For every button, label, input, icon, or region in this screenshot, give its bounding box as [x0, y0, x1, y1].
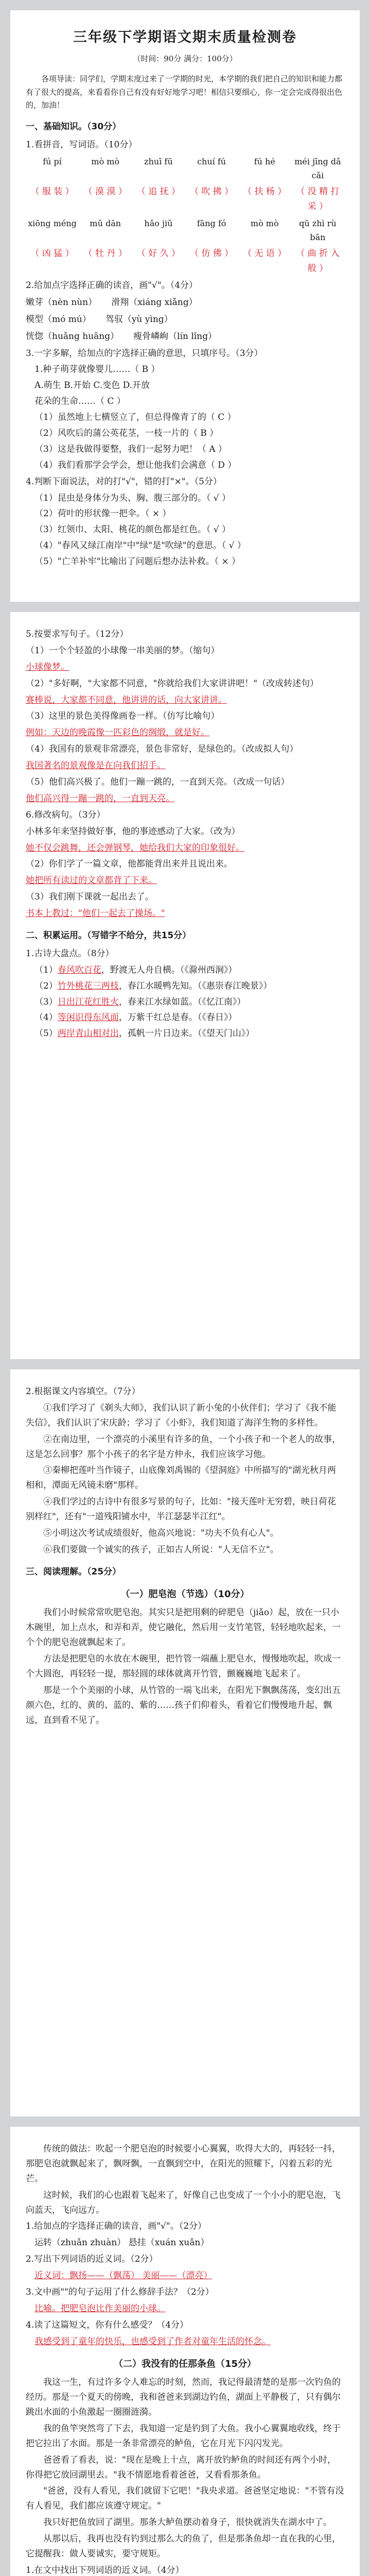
section-heading: 一、基础知识。（30分）	[26, 121, 121, 132]
question-4: 4.判断下面说法，对的打"√"，错的打"×"。（5分）	[26, 476, 222, 487]
answer-text: 赛棒说，大家都不同意，他讲讲的话，向大家讲讲。	[26, 694, 227, 705]
reading-paragraph: 那是一个个美丽的小球，从竹管的一端飞出来，在阳光下飘飘荡荡，变幻出五颜六色，红的、黄的、蓝的、紫的……孩子们仰着头，看着它们慢慢地升起、飘远，直到看不见了。	[26, 1685, 341, 1725]
reading-pair: 瘦骨嶙峋（lín lǐng）	[133, 331, 217, 342]
reading-question: 4.读了这篇短文，你有什么感受？（4分）	[26, 2319, 189, 2330]
reading-paragraph: 传统的做法：吹起一个肥皂泡的时候要小心翼翼，吹得大大的，再轻轻一抖，那肥皂泡就飘起来了，飘呀飘，一直飘到空中，在阳光的照耀下，闪着五彩的光芒。	[26, 2144, 341, 2184]
pinyin-cell: mǔ dān	[90, 218, 121, 228]
answer-text: 我国著名的景观像是在向我们招手。	[26, 760, 166, 771]
question-2: 2.给加点字选择正确的读音，画"√"。（4分）	[26, 280, 198, 291]
question-1: 1.看拼音，写词语。（10分）	[26, 139, 137, 150]
reading-answer: 近义词：飘扬——（飘荡） 美丽——（漂亮）	[34, 2270, 213, 2281]
answer-text: 她不仅会跳舞，还会弹钢琴，她给我们大家的印象很好。	[26, 842, 244, 853]
reading-pair: 恍惚（huǎng huāng）	[26, 331, 119, 342]
question-6: 6.修改病句。（3分）	[26, 809, 105, 820]
sub-question: （2）风吹后的蒲公英花茎，一枝一片的（ B ）	[34, 428, 219, 438]
answer-cell: （ 追 抚 ）	[136, 187, 181, 197]
reading-pair: 嫩芽（nèn nùn）	[26, 297, 97, 308]
answer-text: 例如：天边的晚霞像一匹彩色的绸缎，就是好。	[26, 727, 209, 738]
pinyin-cell: zhuī fū	[144, 156, 173, 166]
option-list: A.萌生 B.开始 C.变色 D.开放	[34, 380, 150, 391]
sub-question: （4）"春风又绿江南岸"中"绿"是"吹绿"的意思。（ √ ）	[34, 540, 246, 551]
reading-answer: 我感受到了童年的快乐，也感受到了作者对童年生活的怀念。	[34, 2336, 271, 2347]
answer-cell: （ 扶 杨 ）	[243, 187, 287, 197]
question-3: 3.一字多解，给加点的字选择正确的意思，只填序号。（3分）	[26, 348, 263, 359]
exam-title: 三年级下学期语文期末质量检测卷	[73, 29, 297, 45]
sub-question: （4）我国有的景观非常漂亮，景色非常好，是绿色的。（改成拟人句）	[26, 744, 298, 755]
hanzi-row-2	[26, 246, 344, 276]
reading-question: 2.写出下列词语的近义词。（2分）	[26, 2254, 158, 2265]
question-5: 5.按要求写句子。（12分）	[26, 629, 129, 639]
reading-paragraph: 我只好把鱼放回了湖里。那条大鲈鱼摆动着身子，很快就消失在湖水中了。	[43, 2517, 332, 2528]
reading-paragraph: 我们小时候常常吹肥皂泡。其实只是把用剩的碎肥皂（jiǎo）起，放在一只小木碗里，加上点水，和弄和弄，使它融化，然后用一支竹笔管，轻轻地吹起来，一个个的肥皂泡就飘起来了。	[26, 1607, 341, 1648]
answer-cell: （ 曲 折 入 般 ）	[296, 248, 340, 274]
answer-cell: （ 凶 猛 ）	[30, 248, 74, 259]
fill-blank: ⑥我们要做一个诚实的孩子，正如古人所说："人无信不立"。	[43, 1544, 279, 1555]
reading-pair-row	[26, 295, 344, 310]
reading-pair-row	[26, 312, 344, 327]
reading-pair: 滑翔（xiáng xiǎng）	[111, 297, 198, 308]
answer-cell: （ 好 久 ）	[136, 248, 181, 259]
pinyin-cell: xiōng méng	[28, 218, 77, 228]
section-heading: 二、积累运用。（写错字不给分，共15分）	[26, 930, 191, 941]
reading-paragraph: 这时候，我们的心也跟着飞起来了，好像自己也变成了一个小小的肥皂泡，飞向蓝天，飞向远方。	[26, 2190, 341, 2215]
exam-subtitle: （时间：90分 满分：100分）	[133, 54, 237, 63]
fill-blank: ②在南边里，一个漂亮的小溪里有许多的鱼，一个小孩子和一个老人的故事，这是怎么回事？那个小孩子的名字是方仲永，我们应该学习他。	[26, 1434, 341, 1460]
pinyin-cell: fāng fó	[197, 218, 226, 228]
sub-question: 花朵的生命……（ C ）	[34, 396, 126, 407]
fill-blank: ①我们学习了《剃头大师》，我们认识了新小兔的小伙伴们；学习了《我不能失信》，我们认识了宋庆龄；学习了《小虾》，我们知道了海洋生物的多样性。	[26, 1402, 337, 1428]
pinyin-cell: méi jīng dǎ cǎi	[294, 156, 341, 180]
poem-line: （5）两岸青山相对出，孤帆一片日边来。（《望天门山》）	[34, 1028, 255, 1039]
sub-question: （3）我们刚下课就一起出去了。	[26, 892, 154, 903]
sub-question: （1）虽然地上七横竖立了，但总得像青了的（ C ）	[34, 412, 236, 423]
section-heading: 三、阅读理解。（25分）	[26, 1566, 121, 1577]
sub-question: （5）他们高兴极了。他们一蹦一跳的，一直到天亮。（改成一句话）	[26, 777, 290, 788]
fill-blank: ⑤小明这次考试成绩很好，他高兴地说："功夫不负有心人"。	[43, 1528, 279, 1539]
answer-cell: （ 仿 佛 ）	[189, 248, 234, 259]
sub-question: （2）荷叶的形状像一把伞。（ × ）	[34, 509, 171, 519]
question-7: 1.古诗大盘点。（8分）	[26, 948, 114, 959]
exam-page-1	[10, 10, 360, 602]
question-8: 2.根据课文内容填空。（7分）	[26, 1386, 140, 1397]
answer-cell: （ 无 语 ）	[243, 248, 287, 259]
sub-question: 1.种子萌芽就像婴儿……（ B ）	[34, 364, 160, 375]
sub-question: （1）一个个轻盈的小球像一串美丽的梦。（缩句）	[26, 645, 220, 656]
pinyin-row-1	[26, 155, 344, 182]
reading-pair: 模型（mó mú）	[26, 314, 91, 325]
reading-pair: 驾驭（yù yìng）	[105, 314, 173, 325]
answer-cell: （ 吹 拂 ）	[189, 187, 234, 197]
hanzi-row-1	[26, 184, 344, 214]
reading-paragraph: 我的鱼竿突然弯了下去，我知道一定是钓到了大鱼。我小心翼翼地收线，终于把它拉出了水面。那是一条非常漂亮的鲈鱼，它在月光下闪闪发光。	[26, 2423, 341, 2449]
reading-question: 1.给加点的字选择正确的读音，画"√"。（2分）	[26, 2221, 207, 2232]
poem-line: （1）春风吹百花，野渡无人舟自横。（《滁州西涧》）	[34, 964, 237, 975]
reading-title: （二）我没有的任那条鱼（15分）	[113, 2358, 257, 2369]
fill-blank: ④我们学过的古诗中有很多写景的句子，比如："接天莲叶无穷碧，映日荷花别样红"，还有"一道残阳铺水中，半江瑟瑟半江红"。	[26, 1497, 336, 1522]
pinyin-cell: chuí fú	[197, 156, 226, 166]
exam-page-2	[10, 612, 360, 1359]
poem-line: （3）日出江花红胜火，春来江水绿如蓝。（《忆江南》）	[34, 996, 246, 1007]
reading-paragraph: "爸爸，没有人看见，我们就留下它吧！"我央求道。爸爸坚定地说："不管有没有人看见，我们都应该遵守规定。"	[26, 2486, 344, 2512]
reading-pair-row	[26, 329, 344, 344]
poem-line: （4）等闲识得东风面，万紫千红总是春。（《春日》）	[34, 1012, 237, 1023]
answer-cell: （ 牡 丹 ）	[83, 248, 127, 259]
answer-text: 她把所有读过的文章都背了下来。	[26, 875, 157, 886]
poem-answer: 竹外桃花三两枝	[57, 980, 119, 991]
poem-answer: 日出江花红胜火	[57, 996, 119, 1007]
exam-page-3	[10, 1369, 360, 2116]
sub-question: （1）昆虫是身体分为头、胸、腹三部分的。（ √ ）	[34, 493, 231, 503]
answer-text: 书本上教过："他们一起去了操场。"	[26, 908, 165, 919]
sub-question: （2）你们学了一篇文章，他都能背出来并且说出来。	[26, 859, 233, 870]
exam-page-4	[10, 2127, 360, 2576]
answer-text: 小球像梦。	[26, 662, 69, 672]
pinyin-cell: mò mò	[250, 218, 279, 228]
sub-question: 小林多年来坚持做好事，他的事迹感动了大家。（改为）	[26, 826, 240, 837]
pinyin-cell: fú hé	[254, 156, 275, 166]
sub-question: （3）这是我做得要整，我们一起努力吧！（ A ）	[34, 444, 227, 454]
answer-cell: （ 漠 漠 ）	[83, 187, 127, 197]
poem-line: （2）竹外桃花三两枝，春江水暖鸭先知。（《惠崇春江晚景》）	[34, 980, 272, 991]
reading-answer: 比喻。把肥皂泡比作美丽的小球。	[34, 2303, 166, 2314]
reading-paragraph: 方法是把肥皂的水放在木碗里，把竹管一端蘸上肥皂水，慢慢地吹起，吹成一个大圆泡，再轻轻一提，那轻圆的球体就离开竹管，颤巍巍地飞起来了。	[26, 1653, 341, 1679]
pinyin-row-2	[26, 216, 344, 244]
sub-question: （2）"多好啊，"大家都不同意，"你就给我们大家讲讲吧！"（改成转述句）	[26, 678, 319, 689]
answer-text: 他们高兴得一蹦一跳的，一直到天亮。	[26, 793, 174, 804]
sub-question: （3）这里的景色美得像画卷一样。（仿写比喻句）	[26, 711, 220, 722]
pinyin-cell: hǎo jiǔ	[144, 218, 173, 228]
pinyin-cell: qū zhì rù bān	[299, 218, 337, 243]
sub-question: （4）我们看那学会学会，想让他我们会满意（ D ）	[34, 460, 237, 470]
reading-paragraph: 从那以后，我再也没有钓到过那么大的鱼了，但是那条鱼却一直在我的心里，它提醒我：做人要诚实，要守规矩。	[26, 2534, 341, 2559]
answer-cell: （ 没 精 打 采 ）	[296, 187, 340, 212]
sub-question: （5）"亡羊补牢"比喻出了问题后想办法补救。（ × ）	[34, 556, 241, 567]
reading-question: 3.文中画""的句子运用了什么修辞手法？（2分）	[26, 2287, 214, 2298]
sub-question: （3）红领巾、太阳、桃花的颜色都是红色。（ √ ）	[34, 524, 231, 535]
reading-paragraph: 爸爸看了看表，说："现在是晚上十点，离开放钓鲈鱼的时间还有两个小时，你得把它放回湖里去。"我不情愿地看着爸爸，又看看那条鱼。	[26, 2454, 336, 2480]
reading-paragraph: 我这一生，有过许多令人难忘的时刻，然而，我记得最清楚的是那一次钓鱼的经历。那是一个夏天的傍晚，我和爸爸来到湖边钓鱼，湖面上平静极了，只有偶尔跳出水面的小鱼激起一圈圈涟漪。	[26, 2377, 341, 2417]
poem-answer: 两岸青山相对出	[57, 1028, 119, 1039]
poem-answer: 等闲识得东风面	[57, 1012, 119, 1023]
reading-answer: 运转（zhuǎn zhuàn） 悬挂（xuán xuǎn）	[34, 2238, 209, 2248]
reading-title: （一）肥皂泡（节选）（10分）	[120, 1588, 250, 1600]
fill-blank: ③秦柳把莲叶当作镜子，山底像刘禹锡的《望洞庭》中所描写的"湖光秋月两相和，潭面无风镜未磨"那样。	[26, 1465, 336, 1491]
exam-intro: 各项导读：同学们，学期末度过来了一学期的时光，本学期的我们把自己的知识和能力都有了很大的提高，来看看你自己有没有好好地学习吧！相信只要细心，你一定会完成得很出色的，加油！	[26, 74, 343, 110]
poem-answer: 春风吹百花	[57, 964, 101, 975]
reading-question: 1.在文中找出下列词语的近义词。（4分）	[26, 2565, 184, 2575]
answer-cell: （ 服 装 ）	[30, 187, 74, 197]
pinyin-cell: mò mò	[91, 156, 120, 166]
pinyin-cell: fú pí	[43, 156, 62, 166]
